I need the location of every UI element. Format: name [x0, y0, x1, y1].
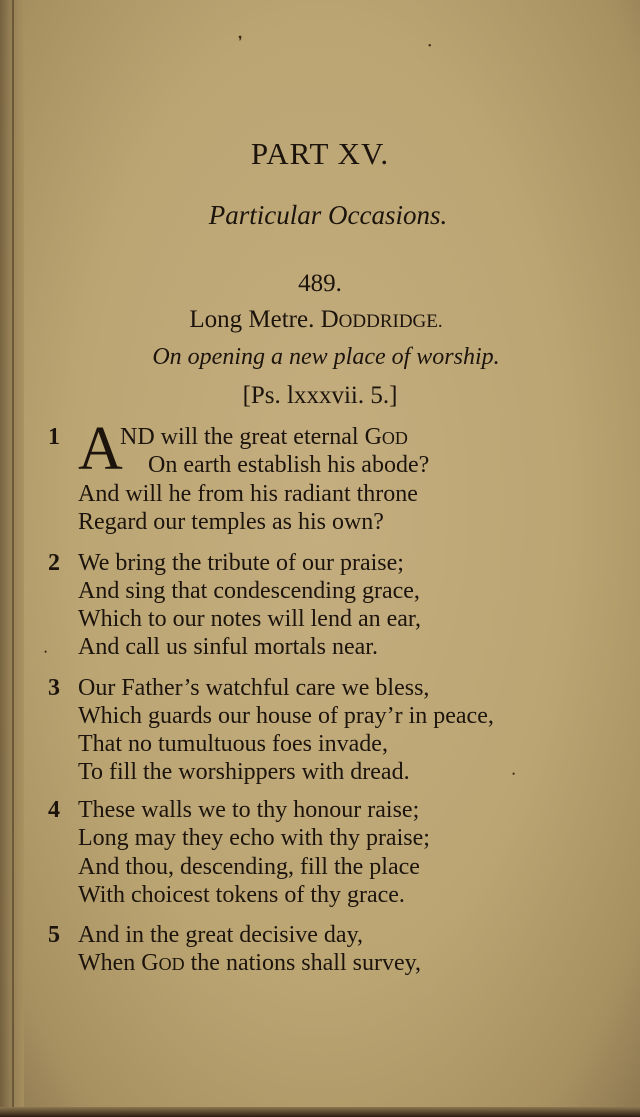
ink-speck: • [428, 41, 432, 52]
verse-number: 5 [48, 922, 60, 948]
verse-line-text: the nations shall survey, [184, 950, 422, 976]
verse-line [120, 424, 408, 451]
verse-line: On earth establish his abode? [148, 452, 430, 478]
verse-line: And thou, descending, fill the place [78, 854, 420, 880]
verse-line: We bring the tribute of our praise; [78, 550, 404, 576]
verse-number: 4 [48, 797, 60, 823]
verse-number: 3 [48, 675, 60, 701]
verse-line: And will he from his radiant throne [78, 481, 418, 507]
hymn-number: 489. [298, 270, 342, 297]
verse-line: And sing that condescending grace, [78, 578, 420, 604]
verse-line: That no tumultuous foes invade, [78, 731, 388, 757]
verse-line-text: When G [78, 950, 159, 976]
part-title: PART XV. [250, 136, 390, 171]
hymn-occasion: On opening a new place of worship. [152, 344, 500, 370]
verse-line-text: ND will the great eternal G [120, 424, 382, 450]
small-caps-text: OD [381, 428, 408, 448]
section-title: Particular Occasions. [208, 200, 448, 230]
author-rest: ODDRIDGE. [338, 311, 443, 332]
verse-line: To fill the worshippers with dread. [78, 759, 410, 785]
hymn-metre-line [0, 306, 636, 334]
page-bottom-edge [0, 1107, 640, 1117]
verse-line: Long may they echo with thy praise; [78, 825, 430, 851]
verse-line [78, 950, 421, 977]
scripture-reference: [Ps. lxxxvii. 5.] [242, 382, 398, 409]
verse-line: Which to our notes will lend an ear, [78, 606, 421, 632]
author [321, 306, 443, 333]
verse-line: Which guards our house of pray’r in peace, [78, 703, 494, 729]
verse-line: Our Father’s watchful care we bless, [78, 675, 430, 701]
ink-speck: • [44, 647, 48, 657]
verse-line: And call us sinful mortals near. [78, 634, 378, 660]
verse-line: These walls we to thy honour raise; [78, 797, 420, 823]
author-initial: D [320, 306, 339, 333]
drop-cap: A [78, 415, 123, 483]
verse-number: 1 [48, 424, 60, 450]
ink-speck: • [512, 769, 516, 779]
metre: Long Metre. [189, 306, 315, 333]
ink-speck: ❜ [238, 35, 243, 50]
verse-line: And in the great decisive day, [78, 922, 364, 948]
verse-line: With choicest tokens of thy grace. [78, 882, 405, 908]
small-caps-text: OD [158, 954, 185, 974]
verse-number: 2 [48, 550, 60, 576]
verse-line: Regard our temples as his own? [78, 509, 384, 535]
